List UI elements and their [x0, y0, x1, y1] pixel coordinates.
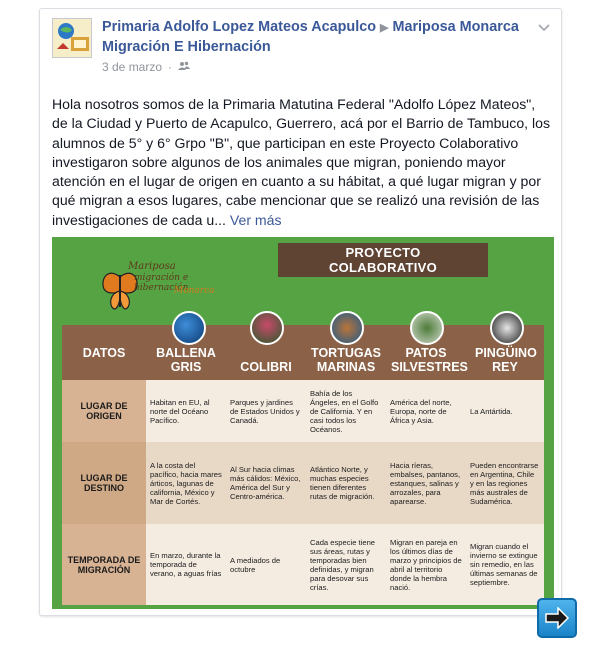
whale-icon	[172, 311, 206, 345]
facebook-post-card	[39, 8, 562, 616]
table-cell: Atlántico Norte, y muchas especies tienen diferentes rutas de migración.	[306, 442, 386, 524]
table-cell: Pueden encontrarse en Argentina, Chile y en las regiones más australes de Sudamérica.	[466, 442, 544, 524]
table-cell: Habitan en EU, al norte del Océano Pacífico.	[146, 380, 226, 442]
post-date[interactable]: 3 de marzo	[102, 60, 163, 74]
page-name-link[interactable]: Primaria Adolfo Lopez Mateos Acapulco	[102, 19, 376, 35]
penguin-icon	[490, 311, 524, 345]
row-label: LUGAR DE DESTINO	[62, 442, 146, 524]
table-cell: América del norte, Europa, norte de África y Asia.	[386, 380, 466, 442]
dot-separator: ·	[168, 60, 173, 74]
column-header-label: BALLENA GRIS	[156, 346, 216, 374]
row-label: TEMPORADA DE MIGRACIÓN	[62, 524, 146, 605]
friends-icon[interactable]	[178, 60, 190, 74]
page-avatar[interactable]	[52, 18, 92, 58]
table-cell: Bahía de los Ángeles, en el Golfo de California. Y en casi todos los Océanos.	[306, 380, 386, 442]
next-button[interactable]	[537, 598, 577, 638]
banner-line-1: PROYECTO	[345, 245, 421, 260]
logo-subtitle: migración e hibernación	[134, 273, 189, 293]
table-cell: Migran cuando el invierno se extingue sin remedio, en las últimas semanas de septiembre.	[466, 524, 544, 605]
table-header-row	[62, 325, 544, 380]
see-more-link[interactable]: Ver más	[229, 211, 282, 228]
column-header-label: PINGÜINO REY	[475, 346, 537, 374]
column-header-label: COLIBRI	[240, 360, 292, 374]
hummingbird-icon	[250, 311, 284, 345]
table-cell: Al Sur hacia climas más cálidos: México, América del Sur y Centro-américa.	[226, 442, 306, 524]
column-header-label: PATOS SILVESTRES	[391, 346, 468, 374]
table-cell: Migran en pareja en los últimos días de marzo y principios de abril al territorio donde la hembra nació.	[386, 524, 466, 605]
table-cell: La Antártida.	[466, 380, 544, 442]
arrow-right-icon	[544, 607, 570, 629]
table-cell: Cada especie tiene sus áreas, rutas y temporadas bien definidas, y migran para desovar sus crías.	[306, 524, 386, 605]
post-title-block	[102, 18, 532, 74]
table-row	[62, 442, 544, 524]
logo-title: Mariposa	[128, 261, 176, 272]
table-row	[62, 524, 544, 605]
album-title-link[interactable]: Mariposa Monarca Migración E Hibernación	[102, 19, 519, 55]
migration-table	[62, 325, 544, 605]
logo-monarca: Monarca	[174, 286, 215, 296]
post-body	[52, 95, 552, 230]
post-title	[102, 18, 532, 57]
post-header	[52, 18, 552, 82]
table-cell: Parques y jardines de Estados Unidos y Canadá.	[226, 380, 306, 442]
row-label: LUGAR DE ORIGEN	[62, 380, 146, 442]
infographic-image[interactable]	[52, 237, 554, 609]
table-cell: En marzo, durante la temporada de verano, a aguas frías	[146, 524, 226, 605]
turtle-icon	[330, 311, 364, 345]
project-banner	[278, 243, 488, 277]
table-cell: A la costa del pacífico, hacia mares árticos, lagunas de california, México y Mar de Cortés.	[146, 442, 226, 524]
chevron-down-icon[interactable]	[536, 20, 552, 36]
column-header-datos: DATOS	[82, 345, 126, 360]
table-row	[62, 380, 544, 442]
triangle-right-icon: ▶	[380, 22, 389, 34]
post-meta	[102, 60, 532, 74]
table-cell: A mediados de octubre	[226, 524, 306, 605]
duck-icon	[410, 311, 444, 345]
banner-line-2: COLABORATIVO	[328, 260, 438, 275]
table-cell: Hacia ríeras, embalses, pantanos, estanques, salinas y arrozales, para aparearse.	[386, 442, 466, 524]
post-text: Hola nosotros somos de la Primaria Matutina Federal "Adolfo López Mateos", de la Ciudad y Puerto de Acapulco, Guerrero, acá por el Barrio de Tambuco, los alumnos de 5° y 6° Grpo "B", que participan en este Proyecto Colaborativo investigaron sobre algunos de los animales que migran, poniendo mayor atención en el lugar de origen en cuanto a su hábitat, a qué lugar migran y por qué migran a esos lugares, cabe mencionar que se realizó una revisión de las investigaciones de cada u...	[52, 96, 551, 228]
column-header-label: TORTUGAS MARINAS	[311, 346, 381, 374]
